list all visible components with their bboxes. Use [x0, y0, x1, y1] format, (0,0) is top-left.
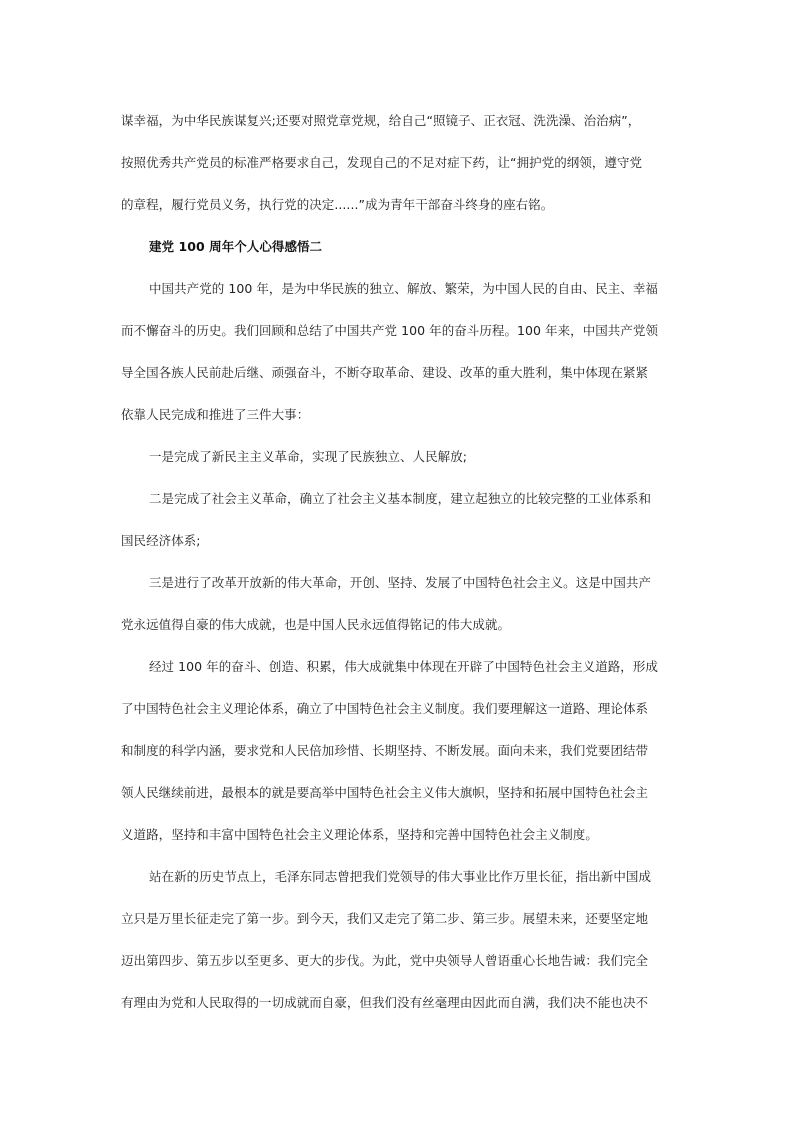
paragraph-line: 迈出第四步、第五步以至更多、更大的步伐。为此，党中央领导人曾语重心长地告诫：我们完全: [121, 953, 649, 968]
list-item-three: 三是进行了改革开放新的伟大革命，开创、坚持、发展了中国特色社会主义。这是中国共产: [149, 575, 652, 590]
section-heading: 建党 100 周年个人心得感悟二: [149, 239, 323, 254]
paragraph-line: 按照优秀共产党员的标准严格要求自己，发现自己的不足对症下药，让“拥护党的纲领，遵守党: [121, 155, 643, 170]
paragraph-line: 国民经济体系;: [121, 533, 201, 548]
document-body: [121, 103, 661, 1027]
paragraph-line: 依靠人民完成和推进了三件大事：: [121, 407, 310, 422]
paragraph-line: 的章程，履行党员义务，执行党的决定......”成为青年干部奋斗终身的座右铭。: [121, 197, 554, 212]
paragraph-line: 义道路，坚持和丰富中国特色社会主义理论体系，坚持和完善中国特色社会主义制度。: [121, 827, 598, 842]
paragraph-line: 有理由为党和人民取得的一切成就而自豪，但我们没有丝毫理由因此而自满，我们决不能也决不: [121, 995, 649, 1010]
list-item-one: 一是完成了新民主主义革命，实现了民族独立、人民解放;: [149, 449, 468, 464]
paragraph-line: 而不懈奋斗的历史。我们回顾和总结了中国共产党 100 年的奋斗历程。100 年来，中国共产党领: [121, 323, 658, 338]
paragraph-line: 站在新的历史节点上，毛泽东同志曾把我们党领导的伟大事业比作万里长征，指出新中国成: [149, 869, 652, 884]
paragraph-line: 中国共产党的 100 年，是为中华民族的独立、解放、繁荣，为中国人民的自由、民主、幸福: [149, 281, 658, 296]
paragraph-line: 立只是万里长征走完了第一步。到今天，我们又走完了第二步、第三步。展望未来，还要坚定地: [121, 911, 649, 926]
paragraph-line: 领人民继续前进，最根本的就是要高举中国特色社会主义伟大旗帜，坚持和拓展中国特色社会主: [121, 785, 649, 800]
paragraph-line: 谋幸福，为中华民族谋复兴;还要对照党章党规，给自己“照镜子、正衣冠、洗洗澡、治治病”，: [121, 113, 641, 128]
paragraph-line: 经过 100 年的奋斗、创造、积累，伟大成就集中体现在开辟了中国特色社会主义道路，形成: [149, 659, 658, 674]
paragraph-line: 导全国各族人民前赴后继、顽强奋斗，不断夺取革命、建设、改革的重大胜利，集中体现在紧紧: [121, 365, 649, 380]
paragraph-line: 党永远值得自豪的伟大成就，也是中国人民永远值得铭记的伟大成就。: [121, 617, 511, 632]
list-item-two: 二是完成了社会主义革命，确立了社会主义基本制度，建立起独立的比较完整的工业体系和: [149, 491, 652, 506]
paragraph-line: 和制度的科学内涵，要求党和人民倍加珍惜、长期坚持、不断发展。面向未来，我们党要团结带: [121, 743, 649, 758]
paragraph-line: 了中国特色社会主义理论体系，确立了中国特色社会主义制度。我们要理解这一道路、理论体系: [121, 701, 649, 716]
